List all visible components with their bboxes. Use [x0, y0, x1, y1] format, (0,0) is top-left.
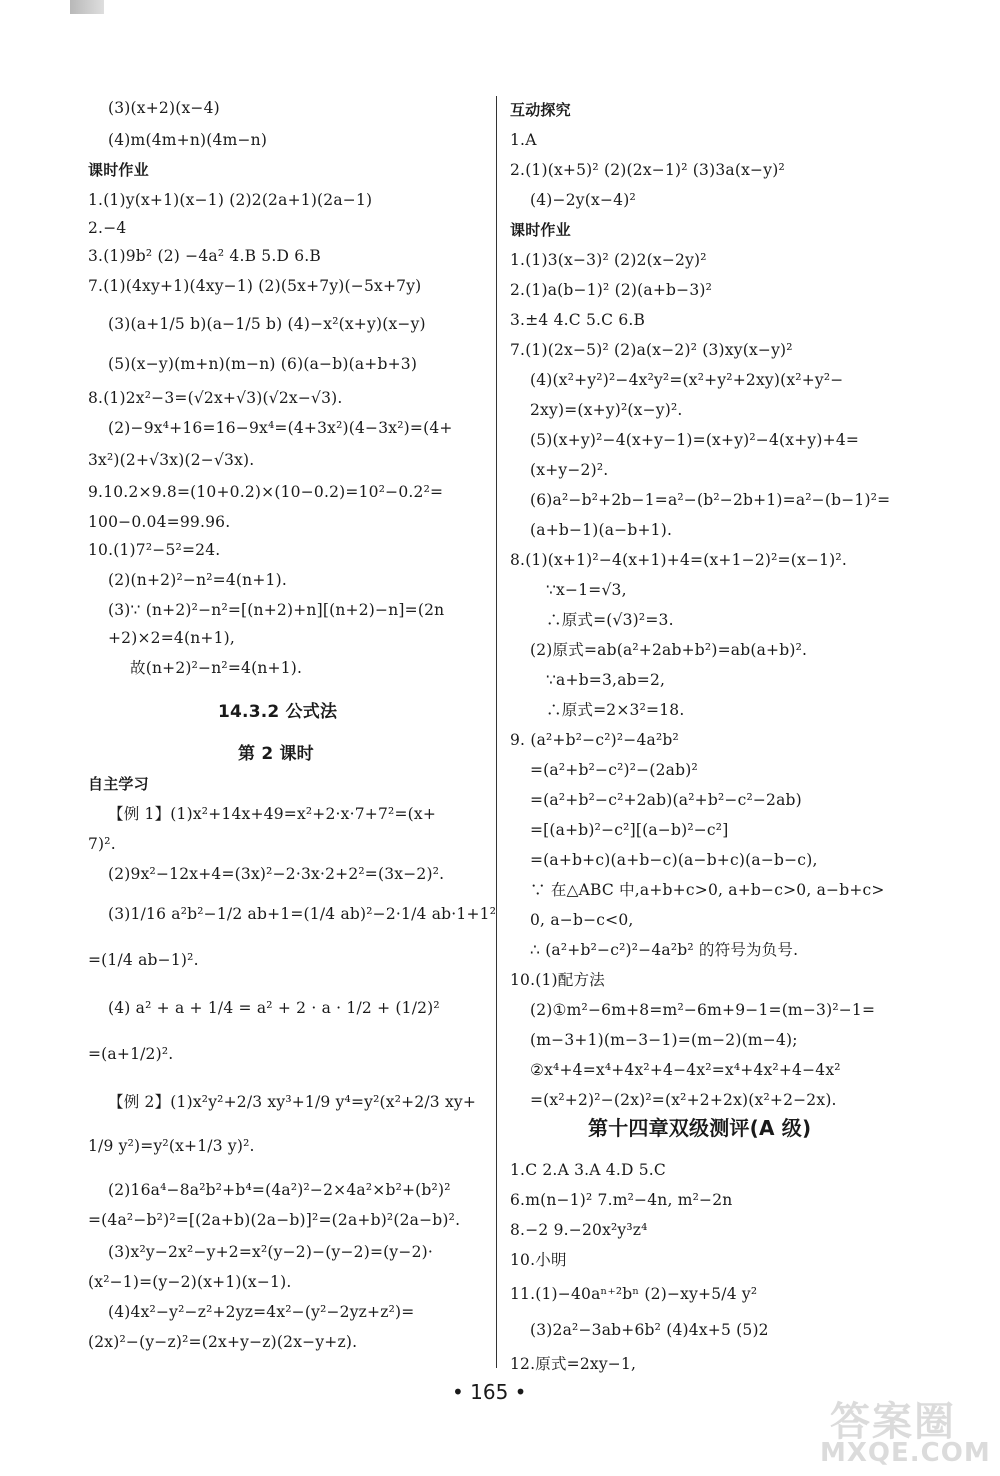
answer-line: ∵ 在△ABC 中,a+b+c>0, a+b−c>0, a−b+c> [530, 881, 885, 899]
answer-line: ∴原式=2×3²=18. [546, 701, 685, 719]
watermark-bottom-text: MXQE.COM [820, 1438, 991, 1468]
answer-line: (4)(x²+y²)²−4x²y²=(x²+y²+2xy)(x²+y²− [530, 371, 844, 389]
watermark-top-text: 答案圈 [830, 1399, 956, 1445]
answer-line: (2)①m²−6m+8=m²−6m+9−1=(m−3)²−1= [530, 1001, 876, 1019]
answer-line: 7)². [88, 835, 116, 853]
answer-line: (3)(x+2)(x−4) [108, 99, 220, 117]
answer-line: 2.−4 [88, 219, 127, 237]
answer-line: 12.原式=2xy−1, [510, 1355, 637, 1373]
answer-line: 0, a−b−c<0, [530, 911, 634, 929]
answer-line: 8.(1)2x²−3=(√2x+√3)(√2x−√3). [88, 389, 343, 407]
answer-line: 10.小明 [510, 1251, 567, 1269]
section-title: 14.3.2 公式法 [218, 702, 338, 722]
answer-line: =(a²+b²−c²)²−(2ab)² [530, 761, 698, 779]
answer-line: 8.(1)(x+1)²−4(x+1)+4=(x+1−2)²=(x−1)². [510, 551, 847, 569]
answer-line: =(4a²−b²)²=[(2a+b)(2a−b)]²=(2a+b)²(2a−b)². [88, 1211, 461, 1229]
answer-line: 故(n+2)²−n²=4(n+1). [130, 659, 303, 677]
answer-line: (4)−2y(x−4)² [530, 191, 636, 209]
answer-line: (4)4x²−y²−z²+2yz=4x²−(y²−2yz+z²)= [108, 1303, 415, 1321]
section-heading: 课时作业 [510, 221, 571, 239]
answer-line: (6)a²−b²+2b−1=a²−(b²−2b+1)=a²−(b−1)²= [530, 491, 891, 509]
answer-line: (5)(x+y)²−4(x+y−1)=(x+y)²−4(x+y)+4= [530, 431, 860, 449]
answer-line: 10.(1)配方法 [510, 971, 605, 989]
answer-line: 11.(1)−40aⁿ⁺²bⁿ (2)−xy+5/4 y² [510, 1285, 758, 1303]
page-corner-mark [70, 0, 104, 14]
answer-line: (3)x²y−2x²−y+2=x²(y−2)−(y−2)=(y−2)· [108, 1243, 434, 1261]
section-heading: 自主学习 [88, 775, 149, 793]
answer-line: 9. (a²+b²−c²)²−4a²b² [510, 731, 679, 749]
answer-line: 2xy)=(x+y)²(x−y)². [530, 401, 683, 419]
answer-line: (a+b−1)(a−b+1). [530, 521, 673, 539]
answer-line: (3)2a²−3ab+6b² (4)4x+5 (5)2 [530, 1321, 769, 1339]
answer-line: 1.A [510, 131, 537, 149]
answer-line: (4) a² + a + 1/4 = a² + 2 · a · 1/2 + (1/2)² [108, 999, 440, 1017]
answer-line: 1/9 y²)=y²(x+1/3 y)². [88, 1137, 255, 1155]
answer-line: ∵a+b=3,ab=2, [546, 671, 666, 689]
answer-line: +2)×2=4(n+1), [108, 629, 236, 647]
section-heading: 课时作业 [88, 161, 149, 179]
answer-line: (3)(a+1/5 b)(a−1/5 b) (4)−x²(x+y)(x−y) [108, 315, 426, 333]
answer-line: ∴原式=(√3)²=3. [546, 611, 674, 629]
answer-line: (4)m(4m+n)(4m−n) [108, 131, 268, 149]
page-number: • 165 • [452, 1380, 527, 1404]
answer-line: 3x²)(2+√3x)(2−√3x). [88, 451, 255, 469]
answer-line: 100−0.04=99.96. [88, 513, 231, 531]
chapter-test-title: 第十四章双级测评(A 级) [588, 1116, 812, 1140]
answer-line: (x²−1)=(y−2)(x+1)(x−1). [88, 1273, 292, 1291]
answer-line: 3.±4 4.C 5.C 6.B [510, 311, 646, 329]
answer-line: 10.(1)7²−5²=24. [88, 541, 221, 559]
answer-line: ∵x−1=√3, [546, 581, 627, 599]
answer-line: =[(a+b)²−c²][(a−b)²−c²] [530, 821, 729, 839]
answer-line: (2)16a⁴−8a²b²+b⁴=(4a²)²−2×4a²×b²+(b²)² [108, 1181, 451, 1199]
answer-line: 6.m(n−1)² 7.m²−4n, m²−2n [510, 1191, 733, 1209]
answer-line: (2)−9x⁴+16=16−9x⁴=(4+3x²)(4−3x²)=(4+ [108, 419, 453, 437]
answer-line: 7.(1)(2x−5)² (2)a(x−2)² (3)xy(x−y)² [510, 341, 793, 359]
answer-line: =(x²+2)²−(2x)²=(x²+2+2x)(x²+2−2x). [530, 1091, 837, 1109]
answer-line: 2.(1)a(b−1)² (2)(a+b−3)² [510, 281, 713, 299]
answer-line: 3.(1)9b² (2) −4a² 4.B 5.D 6.B [88, 247, 322, 265]
answer-line: 【例 2】(1)x²y²+2/3 xy³+1/9 y⁴=y²(x²+2/3 xy+ [108, 1093, 477, 1111]
answer-line: ∴ (a²+b²−c²)²−4a²b² 的符号为负号. [530, 941, 799, 959]
answer-line: 【例 1】(1)x²+14x+49=x²+2·x·7+7²=(x+ [108, 805, 437, 823]
answer-line: (x+y−2)². [530, 461, 609, 479]
section-heading: 互动探究 [510, 101, 571, 119]
answer-line: (5)(x−y)(m+n)(m−n) (6)(a−b)(a+b+3) [108, 355, 418, 373]
answer-line: (2)(n+2)²−n²=4(n+1). [108, 571, 287, 589]
answer-line: =(1/4 ab−1)². [88, 951, 199, 969]
answer-line: (m−3+1)(m−3−1)=(m−2)(m−4); [530, 1031, 798, 1049]
answer-line: (3)1/16 a²b²−1/2 ab+1=(1/4 ab)²−2·1/4 ab·1+1² [108, 905, 497, 923]
watermark-logo [810, 1390, 990, 1470]
answer-line: 1.C 2.A 3.A 4.D 5.C [510, 1161, 666, 1179]
answer-line: (2x)²−(y−z)²=(2x+y−z)(2x−y+z). [88, 1333, 358, 1351]
answer-line: 9.10.2×9.8=(10+0.2)×(10−0.2)=10²−0.2²= [88, 483, 444, 501]
answer-line: 2.(1)(x+5)² (2)(2x−1)² (3)3a(x−y)² [510, 161, 785, 179]
answer-line: (3)∵ (n+2)²−n²=[(n+2)+n][(n+2)−n]=(2n [108, 601, 445, 619]
answer-line: =(a+b+c)(a+b−c)(a−b+c)(a−b−c), [530, 851, 818, 869]
answer-line: =(a²+b²−c²+2ab)(a²+b²−c²−2ab) [530, 791, 802, 809]
answer-line: 7.(1)(4xy+1)(4xy−1) (2)(5x+7y)(−5x+7y) [88, 277, 422, 295]
lesson-title: 第 2 课时 [238, 744, 314, 764]
answer-line: (2)9x²−12x+4=(3x)²−2·3x·2+2²=(3x−2)². [108, 865, 445, 883]
answer-line: ②x⁴+4=x⁴+4x²+4−4x²=x⁴+4x²+4−4x² [530, 1061, 841, 1079]
answer-line: 1.(1)3(x−3)² (2)2(x−2y)² [510, 251, 707, 269]
column-divider [496, 96, 497, 1368]
answer-line: 8.−2 9.−20x²y³z⁴ [510, 1221, 648, 1239]
answer-line: =(a+1/2)². [88, 1045, 174, 1063]
answer-line: (2)原式=ab(a²+2ab+b²)=ab(a+b)². [530, 641, 808, 659]
answer-line: 1.(1)y(x+1)(x−1) (2)2(2a+1)(2a−1) [88, 191, 373, 209]
